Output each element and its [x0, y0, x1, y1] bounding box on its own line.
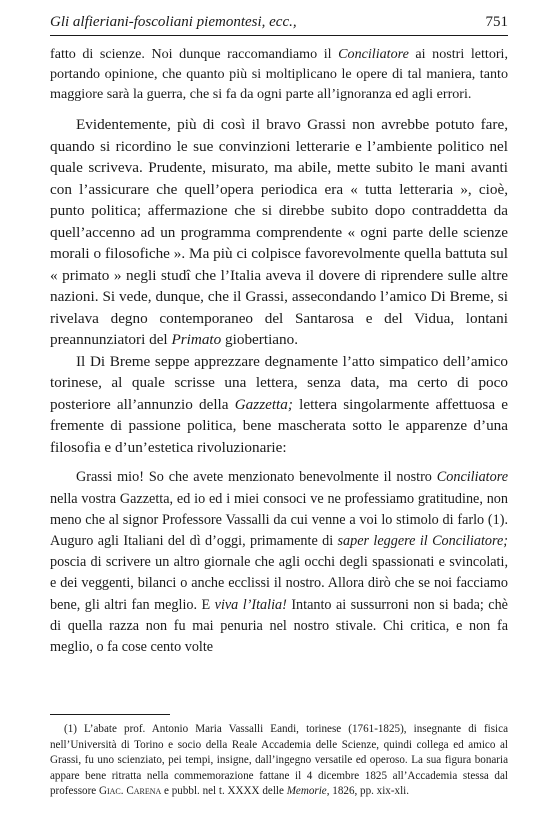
text-run: poscia di scrivere un altro giornale che agli occhi degli spassionati e svincolati, e dei veggenti, bilanci o anche ecclissi il nostro. Allora dirò che se noi facciamo bene, gli altri fan meglio. E: [50, 554, 508, 613]
footnote-divider: [50, 714, 170, 715]
text-run: fatto di scienze. Noi dunque raccomandiamo il: [50, 46, 339, 62]
page: [50, 14, 508, 658]
paragraph-3: [50, 351, 508, 459]
italic-title: Conciliatore: [436, 469, 508, 486]
paragraph-1: [50, 45, 508, 104]
text-run: Evidentemente, più di così il bravo Grassi non avrebbe potuto fare, quando si ricordino le sue convinzioni letterarie e l’ambiente politico nel quale scriveva. Prudente, misurato, ma abile, mette subito le mani avanti con l’assicurare che quell’opera periodica era « tutta letteraria », cioè, punto politica; affermazione che si direbbe subito dopo contraddetta da quell’accenno ad un programma comprendente « ogni parte delle scienze morali o filosofiche ». Ma più ci colpisce favorevolmente quella battuta sul « primato » negli studî che l’Italia aveva il dovere di riprendere sulle altre nazioni. Si vede, dunque, che il Grassi, assecondando l’amico Di Breme, si rivelava degno contemporaneo del Santarosa e del Vidua, lontani preannunziatori del: [50, 116, 508, 349]
italic-title: Conciliatore: [338, 46, 409, 62]
text-run: e pubbl. nel t. XXXX delle: [161, 785, 287, 798]
author-name: Giac. Carena: [98, 785, 162, 798]
text-run: , 1826, pp. xix-xli.: [326, 785, 410, 798]
page-number: 751: [485, 14, 508, 30]
footnote: [50, 722, 508, 800]
text-run: Intanto ai sussurroni non si bada; chè di quella razza non fu mai penuria nel nostro stivale. Chi critica, e non fa meglio, o fa cose cento volte: [50, 596, 508, 656]
running-title: Gli alfieriani-foscoliani piemontesi, ecc.,: [50, 14, 297, 30]
italic-title: Memorie: [286, 785, 327, 798]
italic-phrase: saper leggere il Conciliatore;: [337, 533, 508, 549]
italic-title: Primato: [171, 331, 222, 349]
italic-title: Gazzetta;: [234, 395, 293, 413]
text-run: Grassi mio! So che avete menzionato benevolmente il nostro: [76, 469, 437, 486]
paragraph-2: [50, 114, 508, 351]
running-header: [50, 14, 508, 36]
quoted-letter: [50, 467, 508, 658]
text-run: nella vostra Gazzetta, ed io ed i miei consoci ve ne professiamo gratitudine, non meno che al signor Professore Vassalli da cui venne a voi lo stimolo di farlo (1). Auguro agli Italiani del dì d’oggi, primamente di: [50, 490, 508, 549]
text-run: lettera singolarmente affettuosa e fremente di passione politica, bene mascherata sotto le apparenze d’una filosofia e d’un’estetica rivoluzionarie:: [50, 395, 508, 456]
italic-phrase: viva l’Italia!: [214, 596, 287, 613]
text-run: ai nostri lettori, portando opinione, che quanto più si moltiplicano le opere di tal maniera, tanto maggiore sarà la guerra, che si fa da ogni parte all’ignoranza ed agli errori.: [50, 46, 508, 102]
text-run: (1) L’abate prof. Antonio Maria Vassalli Eandi, torinese (1761-1825), insegnante di fisica nell’Università di Torino e socio della Reale Accademia delle Scienze, quindi collega ed amico al Grassi, fu uno scienziato, pei tempi, insigne, dall’ingegno versatile ed operoso. La sua figura bonaria appare bene ritratta nella commemorazione fattane il 4 dicembre 1825 all’Accademia stessa dal professore: [50, 723, 508, 798]
text-run: Il Di Breme seppe apprezzare degnamente l’atto simpatico dell’amico torinese, al quale scrisse una lettera, senza data, ma certo di poco posteriore all’annunzio della: [50, 352, 508, 413]
text-run: giobertiano.: [221, 331, 299, 349]
